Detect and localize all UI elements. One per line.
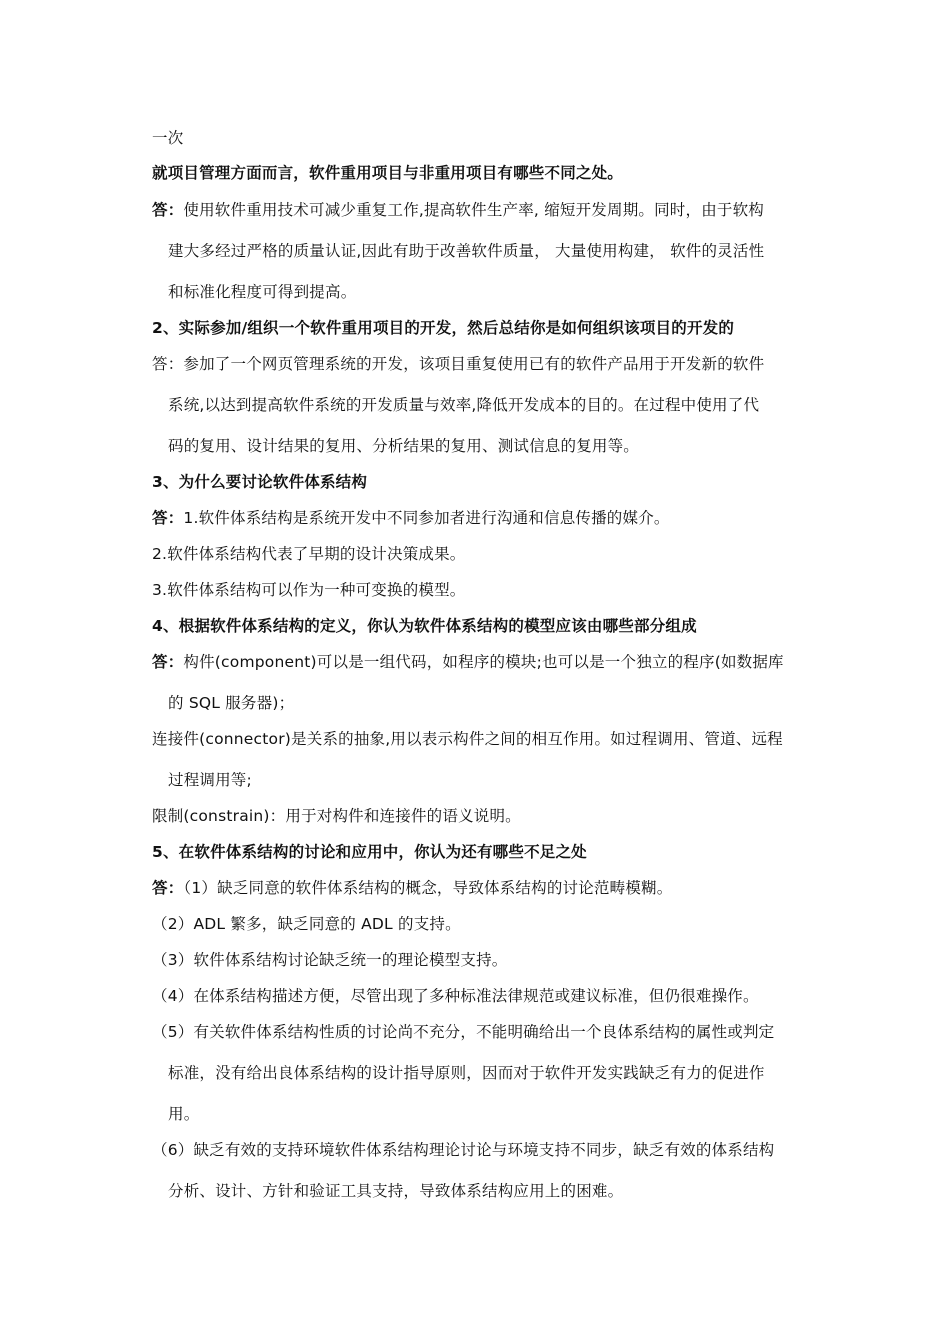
answer-label: 答： (152, 653, 184, 671)
answer-text: 使用软件重用技术可减少重复工作,提高软件生产率, 缩短开发周期。同时，由于软构 (183, 201, 764, 219)
answer-4-line-4: 过程调用等; (168, 771, 252, 789)
answer-text: 构件(component)可以是一组代码，如程序的模块;也可以是一个独立的程序(如数据库 (183, 653, 784, 671)
answer-5-line-8: （6）缺乏有效的支持环境软件体系结构理论讨论与环境支持不同步，缺乏有效的体系结构 (152, 1141, 775, 1159)
answer-3-line-2: 2.软件体系结构代表了早期的设计决策成果。 (152, 545, 466, 563)
answer-5-line-2: （2）ADL 繁多，缺乏同意的 ADL 的支持。 (152, 915, 461, 933)
answer-4-line-3: 连接件(connector)是关系的抽象,用以表示构件之间的相互作用。如过程调用、管道、远程 (152, 730, 783, 748)
answer-4-line-1 (152, 652, 784, 672)
answer-3-line-1 (152, 508, 670, 528)
doc-heading: 一次 (152, 129, 184, 147)
question-4: 4、根据软件体系结构的定义，你认为软件体系结构的模型应该由哪些部分组成 (152, 617, 697, 635)
answer-text: （1）缺乏同意的软件体系结构的概念，导致体系结构的讨论范畴模糊。 (183, 879, 673, 897)
answer-5-line-7: 用。 (168, 1105, 200, 1123)
answer-text: 1.软件体系结构是系统开发中不同参加者进行沟通和信息传播的媒介。 (183, 509, 670, 527)
answer-4-line-5: 限制(constrain)：用于对构件和连接件的语义说明。 (152, 807, 521, 825)
answer-5-line-4: （4）在体系结构描述方便，尽管出现了多种标准法律规范或建议标准，但仍很难操作。 (152, 987, 759, 1005)
answer-5-line-6: 标准，没有给出良体系结构的设计指导原则，因而对于软件开发实践缺乏有力的促进作 (168, 1064, 765, 1082)
answer-5-line-3: （3）软件体系结构讨论缺乏统一的理论模型支持。 (152, 951, 508, 969)
answer-2-line-3: 码的复用、设计结果的复用、分析结果的复用、测试信息的复用等。 (168, 437, 640, 455)
answer-label: 答： (152, 509, 184, 527)
question-2: 2、实际参加/组织一个软件重用项目的开发，然后总结你是如何组织该项目的开发的 (152, 319, 735, 337)
answer-1-line-1 (152, 200, 764, 220)
answer-5-line-5: （5）有关软件体系结构性质的讨论尚不充分，不能明确给出一个良体系结构的属性或判定 (152, 1023, 775, 1041)
question-5: 5、在软件体系结构的讨论和应用中，你认为还有哪些不足之处 (152, 843, 587, 861)
answer-1-line-2: 建大多经过严格的质量认证,因此有助于改善软件质量， 大量使用构建， 软件的灵活性 (168, 242, 765, 260)
answer-5-line-1 (152, 878, 672, 898)
answer-2-line-1: 答：参加了一个网页管理系统的开发，该项目重复使用已有的软件产品用于开发新的软件 (152, 355, 765, 373)
answer-4-line-2: 的 SQL 服务器)； (168, 694, 295, 712)
answer-5-line-9: 分析、设计、方针和验证工具支持，导致体系结构应用上的困难。 (168, 1182, 624, 1200)
answer-2-line-2: 系统,以达到提高软件系统的开发质量与效率,降低开发成本的目的。在过程中使用了代 (168, 396, 760, 414)
answer-1-line-3: 和标准化程度可得到提高。 (168, 283, 357, 301)
answer-3-line-3: 3.软件体系结构可以作为一种可变换的模型。 (152, 581, 466, 599)
question-3: 3、为什么要讨论软件体系结构 (152, 473, 368, 491)
answer-label: 答： (152, 879, 184, 897)
question-1: 就项目管理方面而言，软件重用项目与非重用项目有哪些不同之处。 (152, 164, 624, 182)
answer-label: 答： (152, 201, 184, 219)
